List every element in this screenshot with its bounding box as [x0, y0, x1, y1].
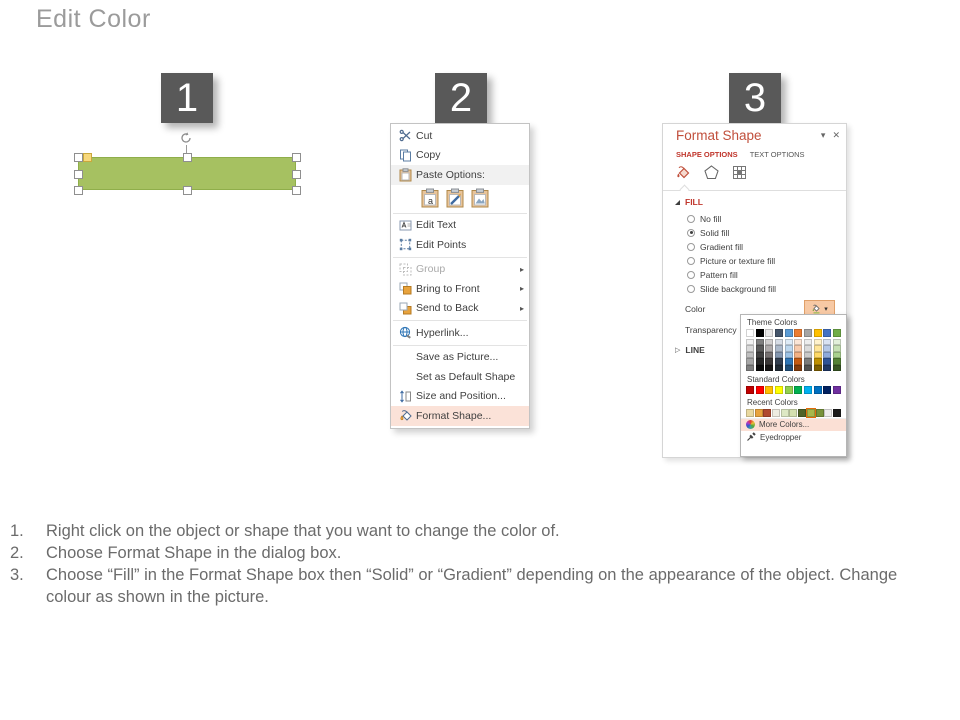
paste-format-icon[interactable] — [445, 187, 464, 208]
effects-pentagon-icon[interactable] — [703, 164, 720, 186]
submenu-arrow-icon: ▸ — [519, 284, 524, 294]
resize-handle-bottom-right[interactable] — [292, 186, 301, 195]
menu-item-group[interactable] — [391, 260, 529, 280]
color-swatch[interactable] — [756, 329, 764, 337]
menu-item-label: Size and Position... — [416, 390, 506, 403]
color-swatch[interactable] — [833, 365, 841, 371]
radio-icon[interactable] — [687, 243, 695, 251]
step-number-3: 3 — [729, 73, 781, 123]
paste-picture-icon[interactable] — [470, 187, 489, 208]
color-swatch[interactable] — [804, 386, 812, 394]
color-swatch[interactable] — [785, 329, 793, 337]
color-swatch[interactable] — [756, 365, 764, 371]
eyedropper-item[interactable]: Eyedropper — [741, 432, 846, 444]
pane-title: Format Shape — [676, 128, 762, 143]
context-menu — [390, 123, 530, 429]
active-tool-notch — [680, 185, 690, 195]
step-number-2: 2 — [435, 73, 487, 123]
fill-section-header[interactable] — [675, 197, 703, 207]
radio-gradient-fill[interactable]: Gradient fill — [687, 241, 743, 252]
color-swatch[interactable] — [765, 329, 773, 337]
standard-colors-row — [746, 386, 841, 394]
resize-handle-bottom-center[interactable] — [183, 186, 192, 195]
radio-picture-texture-fill[interactable]: Picture or texture fill — [687, 255, 775, 266]
resize-handle-top-center[interactable] — [183, 153, 192, 162]
radio-slide-background-fill[interactable]: Slide background fill — [687, 283, 776, 294]
color-swatch[interactable] — [823, 386, 831, 394]
size-position-icon — [395, 390, 416, 403]
color-swatch[interactable] — [775, 329, 783, 337]
theme-colors-top-row — [746, 329, 841, 337]
menu-item-label: Cut — [416, 129, 433, 142]
menu-item-cut[interactable] — [391, 126, 529, 146]
menu-separator — [393, 213, 527, 214]
copy-icon — [395, 149, 416, 162]
color-swatch[interactable] — [833, 386, 841, 394]
menu-item-label: Save as Picture... — [416, 351, 499, 364]
color-swatch[interactable] — [785, 386, 793, 394]
menu-item-save-as-picture[interactable] — [391, 348, 529, 368]
recent-colors-label: Recent Colors — [747, 397, 798, 407]
step-number-1: 1 — [161, 73, 213, 123]
menu-item-format-shape[interactable] — [391, 406, 529, 426]
scissors-icon — [395, 129, 416, 142]
color-swatch[interactable] — [794, 386, 802, 394]
menu-item-label: Hyperlink... — [416, 326, 469, 339]
menu-separator — [393, 345, 527, 346]
group-icon — [395, 263, 416, 276]
size-properties-icon[interactable] — [731, 164, 748, 186]
color-swatch[interactable] — [763, 409, 771, 417]
line-section-header[interactable] — [675, 345, 705, 355]
radio-icon[interactable] — [687, 229, 695, 237]
radio-icon[interactable] — [687, 285, 695, 293]
color-swatch[interactable] — [775, 386, 783, 394]
color-swatch[interactable] — [765, 386, 773, 394]
color-swatch[interactable] — [772, 409, 780, 417]
color-swatch[interactable] — [833, 329, 841, 337]
color-swatch[interactable] — [823, 329, 831, 337]
theme-colors-label: Theme Colors — [747, 318, 798, 327]
instructions-list — [10, 520, 940, 608]
menu-item-label: Bring to Front — [416, 282, 480, 295]
radio-icon[interactable] — [687, 215, 695, 223]
menu-item-label: Edit Text — [416, 219, 457, 232]
menu-item-label: Paste Options: — [416, 168, 485, 181]
color-swatch[interactable] — [794, 365, 802, 371]
color-swatch[interactable] — [746, 409, 754, 417]
rotate-handle-icon[interactable] — [179, 131, 193, 150]
color-wheel-icon — [746, 420, 755, 429]
menu-item-copy[interactable] — [391, 146, 529, 166]
instruction-item: 3. Choose “Fill” in the Format Shape box then “Solid” or “Gradient” depending on the appearance of the object. Change colour as shown in the picture. — [10, 566, 898, 606]
menu-separator — [393, 257, 527, 258]
recent-colors-row — [746, 409, 841, 417]
line-section-label: LINE — [685, 345, 705, 355]
collapsed-triangle-icon: ▷ — [675, 347, 681, 354]
tab-text-options[interactable]: TEXT OPTIONS — [749, 150, 805, 159]
color-swatch[interactable] — [746, 329, 754, 337]
color-swatch[interactable] — [785, 365, 793, 371]
menu-item-label: Send to Back — [416, 302, 479, 315]
color-swatch[interactable] — [814, 365, 822, 371]
menu-separator — [393, 320, 527, 321]
svg-text:a: a — [427, 195, 433, 206]
resize-handle-bottom-left[interactable] — [74, 186, 83, 195]
menu-item-set-as-default-shape[interactable] — [391, 367, 529, 387]
pane-menu-icon[interactable]: ▾ — [820, 130, 826, 140]
expanded-triangle-icon — [675, 200, 680, 205]
color-picker-dropdown — [740, 314, 847, 457]
color-swatch[interactable] — [756, 386, 764, 394]
menu-item-size-and-position[interactable] — [391, 387, 529, 407]
color-swatch[interactable] — [833, 409, 841, 417]
color-swatch[interactable] — [814, 386, 822, 394]
menu-item-paste-options[interactable] — [391, 165, 529, 185]
radio-pattern-fill[interactable]: Pattern fill — [687, 269, 738, 280]
color-swatch[interactable] — [807, 409, 815, 417]
page-title: Edit Color — [36, 5, 151, 33]
edit-text-icon — [395, 219, 416, 232]
close-icon[interactable]: ✕ — [832, 130, 840, 140]
radio-no-fill[interactable]: No fill — [687, 213, 721, 224]
hyperlink-icon — [395, 326, 416, 339]
menu-item-edit-text[interactable] — [391, 216, 529, 236]
tab-shape-options[interactable]: SHAPE OPTIONS — [676, 150, 738, 159]
color-swatch[interactable] — [789, 409, 797, 417]
menu-item-label: Format Shape... — [416, 409, 492, 422]
paste-options-row — [391, 185, 529, 211]
submenu-arrow-icon: ▸ — [519, 264, 524, 274]
color-label: Color — [685, 303, 706, 314]
paste-icon — [395, 168, 416, 182]
submenu-arrow-icon: ▸ — [519, 303, 524, 313]
instruction-item: 1. Right click on the object or shape that you want to change the color of. — [10, 522, 560, 540]
color-swatch[interactable] — [804, 365, 812, 371]
color-swatch[interactable] — [823, 365, 831, 371]
paste-text-icon[interactable] — [420, 187, 439, 208]
color-swatch[interactable] — [804, 329, 812, 337]
menu-item-label: Group — [416, 263, 446, 276]
fill-line-bucket-icon[interactable] — [675, 164, 692, 186]
bring-to-front-icon — [395, 282, 416, 295]
pane-divider — [663, 190, 846, 191]
radio-icon[interactable] — [687, 257, 695, 265]
bucket-icon — [811, 303, 822, 314]
transparency-label: Transparency — [685, 325, 737, 335]
color-swatch[interactable] — [746, 386, 754, 394]
color-swatch[interactable] — [775, 365, 783, 371]
radio-solid-fill[interactable]: Solid fill — [687, 227, 729, 238]
radio-icon[interactable] — [687, 271, 695, 279]
color-swatch[interactable] — [765, 365, 773, 371]
more-colors-item[interactable]: More Colors... — [741, 418, 846, 431]
color-swatch[interactable] — [746, 365, 754, 371]
edit-points-icon — [395, 238, 416, 251]
resize-handle-mid-left[interactable] — [74, 170, 83, 179]
menu-item-label: Edit Points — [416, 238, 467, 251]
menu-item-hyperlink[interactable] — [391, 323, 529, 343]
menu-item-bring-to-front[interactable] — [391, 279, 529, 299]
resize-handle-top-right[interactable] — [292, 153, 301, 162]
menu-item-send-to-back[interactable] — [391, 299, 529, 319]
color-swatch[interactable] — [755, 409, 763, 417]
color-swatch[interactable] — [824, 409, 832, 417]
color-swatch[interactable] — [816, 409, 824, 417]
theme-colors-variants — [746, 339, 841, 371]
format-shape-icon — [395, 409, 416, 422]
color-swatch[interactable] — [814, 329, 822, 337]
menu-item-label: Set as Default Shape — [416, 370, 516, 383]
eyedropper-icon — [746, 432, 756, 444]
fill-section-label: FILL — [685, 197, 703, 207]
instruction-item: 2. Choose Format Shape in the dialog box. — [10, 544, 342, 562]
menu-item-edit-points[interactable] — [391, 235, 529, 255]
resize-handle-top-left[interactable] — [74, 153, 83, 162]
color-swatch[interactable] — [794, 329, 802, 337]
chevron-down-icon: ▾ — [824, 305, 828, 313]
color-swatch[interactable] — [798, 409, 806, 417]
send-to-back-icon — [395, 302, 416, 315]
color-swatch[interactable] — [781, 409, 789, 417]
resize-handle-mid-right[interactable] — [292, 170, 301, 179]
standard-colors-label: Standard Colors — [747, 374, 805, 384]
adjust-handle[interactable] — [83, 153, 92, 162]
menu-item-label: Copy — [416, 149, 441, 162]
